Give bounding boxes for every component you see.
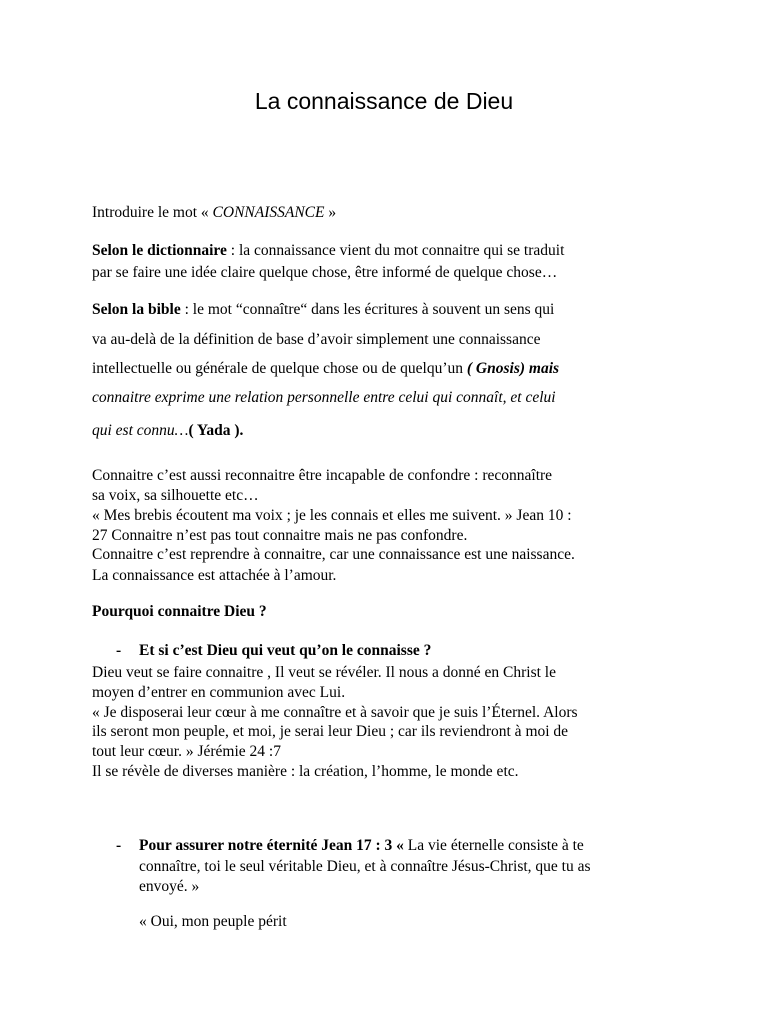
dictionnaire-text-1: : la connaissance vient du mot connaitre qui se traduit bbox=[226, 242, 565, 259]
reconnaitre-line-4: 27 Connaitre n’est pas tout connaitre mais ne pas confondre. bbox=[92, 527, 468, 544]
bible-line-1 bbox=[92, 300, 554, 320]
bullet-1-line-3: « Je disposerai leur cœur à me connaître et à savoir que je suis l’Éternel. Alors bbox=[92, 704, 578, 721]
intro-line bbox=[92, 203, 336, 223]
reconnaitre-line-5: Connaitre c’est reprendre à connaitre, car une connaissance est une naissance. bbox=[92, 546, 575, 563]
pourquoi-heading bbox=[92, 602, 267, 622]
bullet-2-line-3: envoyé. » bbox=[139, 878, 200, 895]
dictionnaire-line-1 bbox=[92, 241, 564, 261]
dictionnaire-label: Selon le dictionnaire bbox=[92, 242, 227, 259]
bible-text-5: qui est connu… bbox=[92, 422, 189, 439]
bible-yada: ( Yada ). bbox=[188, 422, 244, 439]
bullet-1-line-4: ils seront mon peuple, et moi, je serai leur Dieu ; car ils reviendront à moi de bbox=[92, 723, 569, 740]
bible-line-4 bbox=[92, 388, 556, 408]
intro-close: » bbox=[324, 204, 337, 221]
bullet-2-marker: - bbox=[116, 837, 122, 854]
bible-line-5 bbox=[92, 421, 243, 441]
intro-text: Introduire le mot « bbox=[92, 204, 213, 221]
bullet-2-line-2: connaître, toi le seul véritable Dieu, et à connaître Jésus-Christ, que tu as bbox=[139, 858, 591, 875]
bible-gnosis: ( Gnosis) mais bbox=[466, 360, 560, 377]
bible-text-4: connaitre exprime une relation personnelle entre celui qui connaît, et celui bbox=[92, 389, 556, 406]
bullet-1-line-1: Dieu veut se faire connaitre , Il veut se révéler. Il nous a donné en Christ le bbox=[92, 664, 556, 681]
bullet-1-heading-text: Et si c’est Dieu qui veut qu’on le connaisse ? bbox=[139, 642, 432, 659]
bullet-1-marker: - bbox=[116, 642, 122, 659]
bullet-1-line-5: tout leur cœur. » Jérémie 24 :7 bbox=[92, 743, 281, 760]
document-title: La connaissance de Dieu bbox=[254, 88, 514, 114]
bible-text-1: : le mot “connaître“ dans les écritures à souvent un sens qui bbox=[180, 301, 555, 318]
bible-line-2: va au-delà de la définition de base d’avoir simplement une connaissance bbox=[92, 331, 541, 348]
bullet-1-line-6: Il se révèle de diverses manière : la création, l’homme, le monde etc. bbox=[92, 763, 519, 780]
bullet-2-text-1: La vie éternelle consiste à te bbox=[403, 837, 584, 854]
reconnaitre-line-6: La connaissance est attachée à l’amour. bbox=[92, 567, 337, 584]
bullet-2-heading: Pour assurer notre éternité Jean 17 : 3 « bbox=[139, 837, 404, 854]
reconnaitre-line-3: « Mes brebis écoutent ma voix ; je les connais et elles me suivent. » Jean 10 : bbox=[92, 507, 572, 524]
bible-line-3 bbox=[92, 359, 559, 379]
reconnaitre-line-2: sa voix, sa silhouette etc… bbox=[92, 487, 259, 504]
pourquoi-heading-text: Pourquoi connaitre Dieu ? bbox=[92, 603, 267, 620]
bullet-2-line-4: « Oui, mon peuple périt bbox=[139, 913, 287, 930]
bible-text-3: intellectuelle ou générale de quelque chose ou de quelqu’un bbox=[92, 360, 467, 377]
bullet-1-heading bbox=[139, 641, 431, 661]
reconnaitre-line-1: Connaitre c’est aussi reconnaitre être incapable de confondre : reconnaître bbox=[92, 467, 553, 484]
intro-word: CONNAISSANCE bbox=[212, 204, 325, 221]
dictionnaire-line-2: par se faire une idée claire quelque chose, être informé de quelque chose… bbox=[92, 264, 558, 281]
bullet-2-line-1 bbox=[139, 836, 584, 856]
bullet-1-line-2: moyen d’entrer en communion avec Lui. bbox=[92, 684, 346, 701]
bible-label: Selon la bible bbox=[92, 301, 181, 318]
